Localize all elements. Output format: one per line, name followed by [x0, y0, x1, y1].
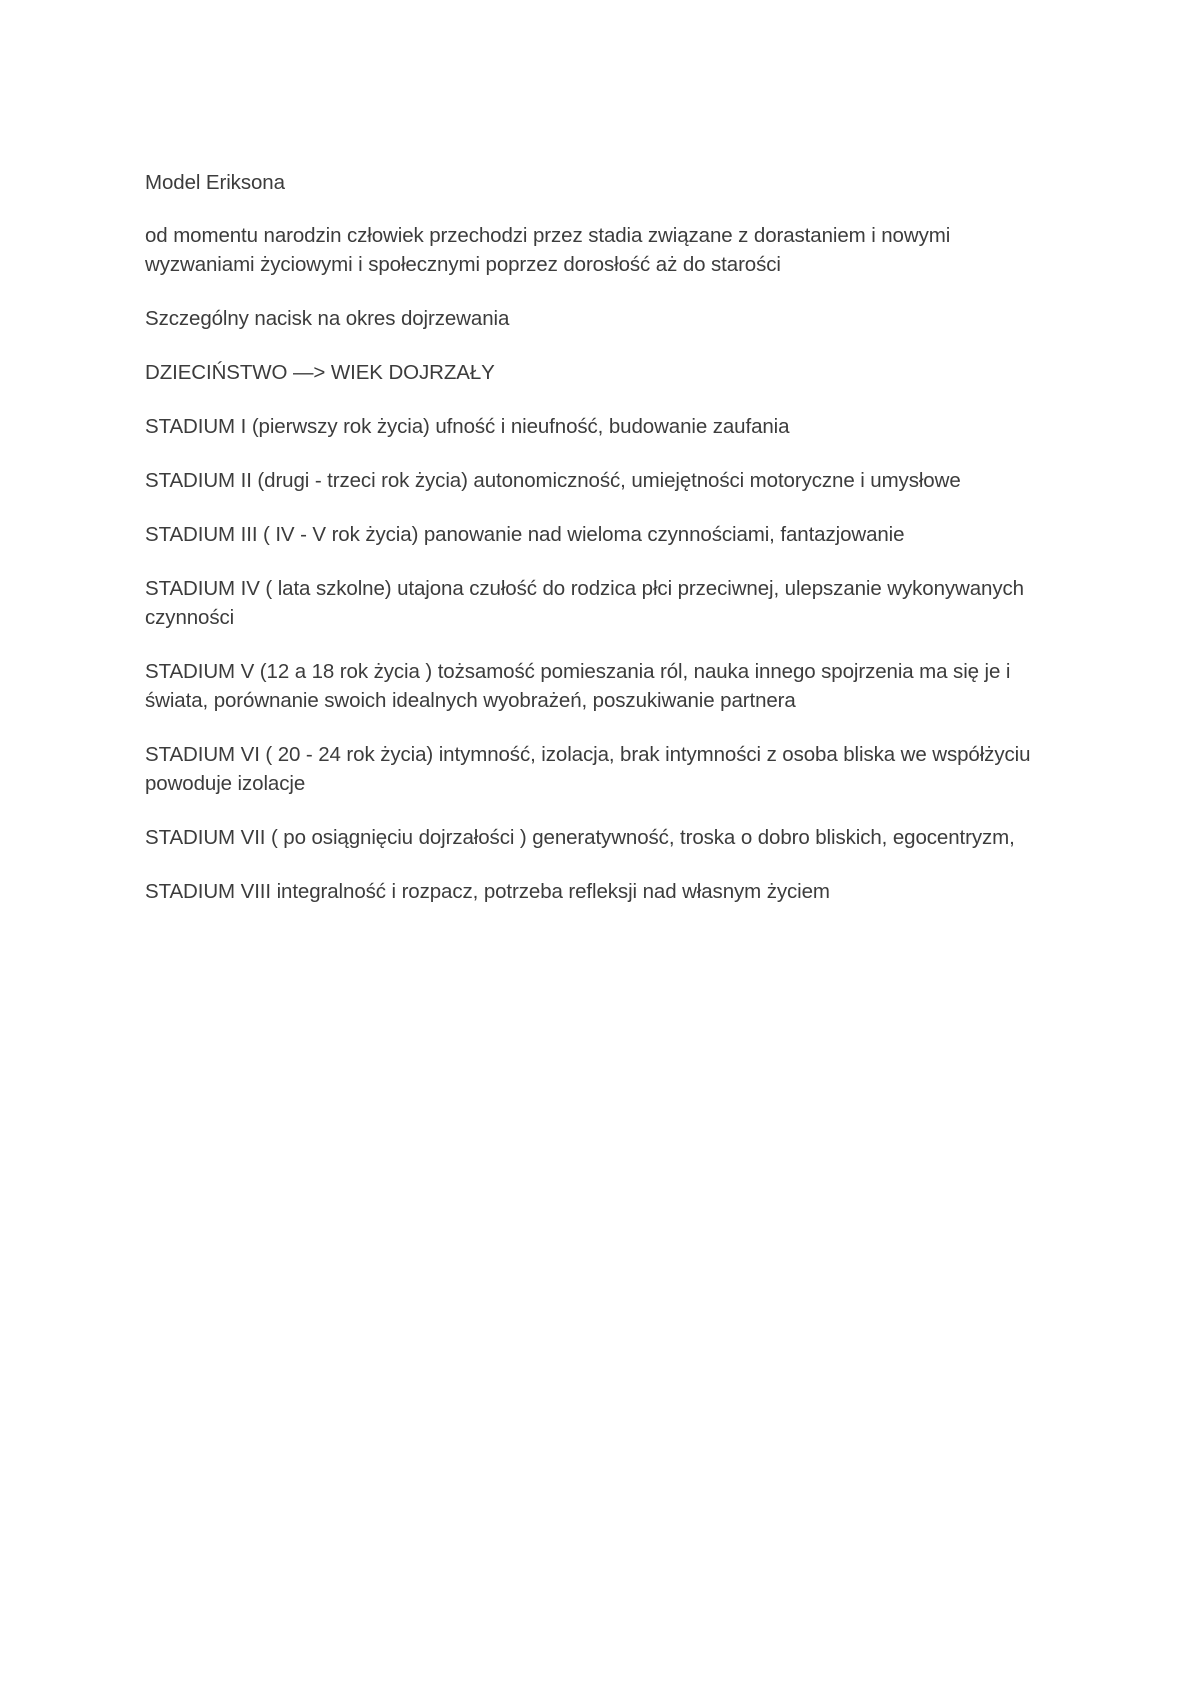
paragraph-stage-5: STADIUM V (12 a 18 rok życia ) tożsamość pomieszania ról, nauka innego spojrzenia ma się je i świata, porównanie swoich idealnych wyobrażeń, poszukiwanie partnera — [145, 660, 1011, 712]
paragraph-stage-1: STADIUM I (pierwszy rok życia) ufność i nieufność, budowanie zaufania — [145, 415, 790, 438]
paragraph-stage-7: STADIUM VII ( po osiągnięciu dojrzałości ) generatywność, troska o dobro bliskich, egocentryzm, — [145, 826, 1015, 849]
paragraph-stage-6: STADIUM VI ( 20 - 24 rok życia) intymność, izolacja, brak intymności z osoba bliska we współżyciu powoduje izolacje — [145, 743, 1031, 795]
document-body — [145, 168, 1065, 931]
paragraph-stage-2: STADIUM II (drugi - trzeci rok życia) autonomiczność, umiejętności motoryczne i umysłowe — [145, 469, 961, 492]
paragraph-intro: od momentu narodzin człowiek przechodzi przez stadia związane z dorastaniem i nowymi wyzwaniami życiowymi i społecznymi poprzez dorosłość aż do starości — [145, 224, 951, 276]
paragraph-emphasis: Szczególny nacisk na okres dojrzewania — [145, 307, 510, 330]
paragraph-stage-4: STADIUM IV ( lata szkolne) utajona czułość do rodzica płci przeciwnej, ulepszanie wykonywanych czynności — [145, 577, 1024, 629]
document-title: Model Eriksona — [145, 171, 285, 194]
paragraph-range: DZIECIŃSTWO —> WIEK DOJRZAŁY — [145, 361, 495, 384]
paragraph-stage-3: STADIUM III ( IV - V rok życia) panowanie nad wieloma czynnościami, fantazjowanie — [145, 523, 905, 546]
paragraph-stage-8: STADIUM VIII integralność i rozpacz, potrzeba refleksji nad własnym życiem — [145, 880, 830, 903]
